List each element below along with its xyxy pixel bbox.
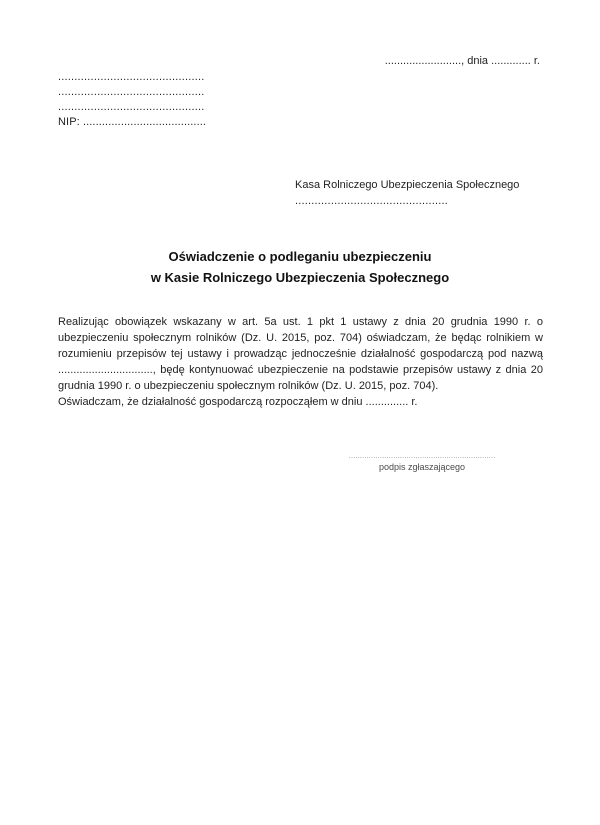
declaration-body	[58, 314, 543, 410]
body-paragraph-1: Realizując obowiązek wskazany w art. 5a ust. 1 pkt 1 ustawy z dnia 20 grudnia 1990 r. o ubezpieczeniu społecznym rolników (Dz. U. 2015, poz. 704) oświadczam, że będąc rolnikiem w rozumieniu przepisów tej ustawy i prowadząc jednocześnie działalność gospodarczą pod nazwą ..............................., będę kontynuować ubezpieczenie na podstawie przepisów ustawy z dnia 20 grudnia 1990 r. o ubezpieczeniu społecznym rolników (Dz. U. 2015, poz. 704).	[58, 316, 543, 392]
body-paragraph-2: Oświadczam, że działalność gospodarczą rozpocząłem w dniu .............. r.	[58, 396, 418, 408]
sender-nip-line: NIP: .......................................	[58, 116, 207, 128]
sender-line-3: .............................................	[58, 101, 205, 113]
sender-line-2: .............................................	[58, 86, 205, 98]
title-line-2: w Kasie Rolniczego Ubezpieczenia Społecznego	[150, 270, 450, 285]
title-line-1: Oświadczenie o podleganiu ubezpieczeniu	[168, 249, 432, 264]
signature-block	[348, 451, 496, 472]
sender-block	[58, 70, 206, 130]
date-line: ........................., dnia ............. r.	[384, 55, 540, 67]
document-title	[0, 246, 600, 288]
signature-line: ..................................................................	[348, 451, 496, 460]
recipient-block	[295, 177, 519, 209]
sender-line-1: .............................................	[58, 71, 205, 83]
recipient-address-placeholder: ...............................................	[295, 195, 449, 207]
recipient-name: Kasa Rolniczego Ubezpieczenia Społecznego	[295, 179, 520, 191]
signature-caption: podpis zgłaszającego	[378, 462, 466, 472]
